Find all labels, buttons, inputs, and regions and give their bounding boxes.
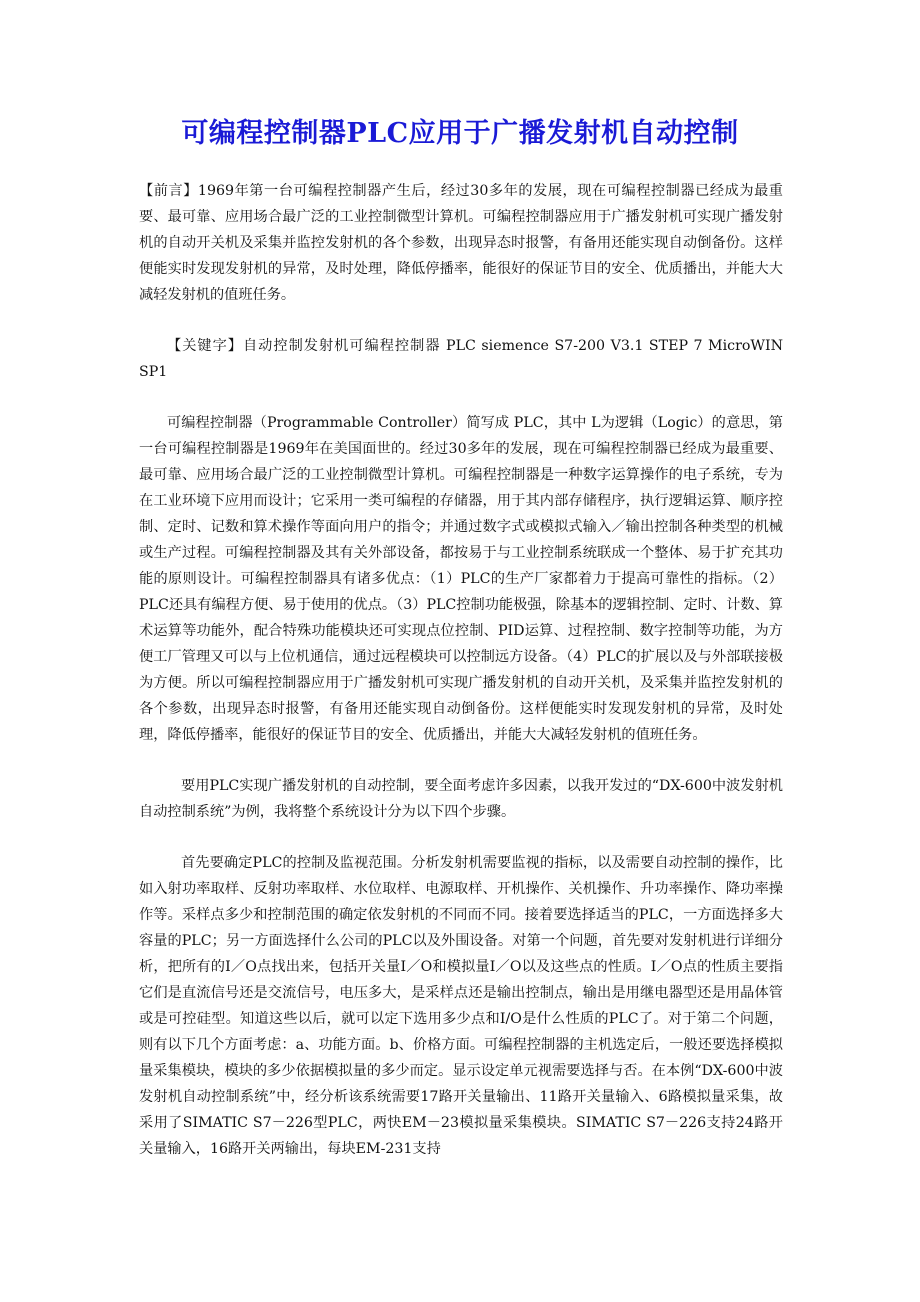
- steps-paragraph: 要用PLC实现广播发射机的自动控制，要全面考虑许多因素，以我开发过的“DX-600中波发射机自动控制系统”为例，我将整个系统设计分为以下四个步骤。: [139, 778, 783, 820]
- preface-paragraph: 【前言】1969年第一台可编程控制器产生后，经过30多年的发展，现在可编程控制器已经成为最重要、最可靠、应用场合最广泛的工业控制微型计算机。可编程控制器应用于广播发射机可实现广播发射机的自动开关机及采集并监控发射机的各个参数，出现异态时报警，有备用还能实现自动倒备份。这样便能实时发现发射机的异常，及时处理，降低停播率，能很好的保证节目的安全、优质播出，并能大大减轻发射机的值班任务。: [139, 183, 783, 303]
- intro-paragraph: 可编程控制器（Programmable Controller）简写成 PLC，其中 L为逻辑（Logic）的意思，第一台可编程控制器是1969年在美国面世的。经过30多年的发展，现在可编程控制器已经成为最重要、最可靠、应用场合最广泛的工业控制微型计算机。可编程控制器是一种数字运算操作的电子系统，专为在工业环境下应用而设计；它采用一类可编程的存储器，用于其内部存储程序，执行逻辑运算、顺序控制、定时、记数和算术操作等面向用户的指令；并通过数字式或模拟式输入／输出控制各种类型的机械或生产过程。可编程控制器及其有关外部设备，都按易于与工业控制系统联成一个整体、易于扩充其功能的原则设计。可编程控制器具有诸多优点：（1）PLC的生产厂家都着力于提高可靠性的指标。（2）PLC还具有编程方便、易于使用的优点。（3）PLC控制功能极强，除基本的逻辑控制、定时、计数、算术运算等功能外，配合特殊功能模块还可实现点位控制、PID运算、过程控制、数字控制等功能，为方便工厂管理又可以与上位机通信，通过远程模块可以控制远方设备。（4）PLC的扩展以及与外部联接极为方便。所以可编程控制器应用于广播发射机可实现广播发射机的自动开关机，及采集并监控发射机的各个参数，出现异态时报警，有备用还能实现自动倒备份。这样便能实时发现发射机的异常，及时处理，降低停播率，能很好的保证节目的安全、优质播出，并能大大减轻发射机的值班任务。: [139, 415, 783, 743]
- keywords-paragraph: 【关键字】自动控制发射机可编程控制器 PLC siemence S7-200 V3.1 STEP 7 MicroWIN SP1: [139, 338, 783, 380]
- document-title: 可编程控制器PLC应用于广播发射机自动控制: [181, 118, 739, 149]
- document-body: [139, 178, 783, 1162]
- first-step-paragraph: 首先要确定PLC的控制及监视范围。分析发射机需要监视的指标，以及需要自动控制的操作，比如入射功率取样、反射功率取样、水位取样、电源取样、开机操作、关机操作、升功率操作、降功率操作等。采样点多少和控制范围的确定依发射机的不同而不同。接着要选择适当的PLC，一方面选择多大容量的PLC；另一方面选择什么公司的PLC以及外围设备。对第一个问题，首先要对发射机进行详细分析，把所有的I／O点找出来，包括开关量I／O和模拟量I／O以及这些点的性质。I／O点的性质主要指它们是直流信号还是交流信号，电压多大，是采样点还是输出控制点，输出是用继电器型还是用晶体管或是可控硅型。知道这些以后，就可以定下选用多少点和I/O是什么性质的PLC了。对于第二个问题，则有以下几个方面考虑：a、功能方面。b、价格方面。可编程控制器的主机选定后，一般还要选择模拟量采集模块，模块的多少依据模拟量的多少而定。显示设定单元视需要选择与否。在本例“DX-600中波发射机自动控制系统”中，经分析该系统需要17路开关量输出、11路开关量输入、6路模拟量采集，故采用了SIMATIC S7－226型PLC，两快EM－23模拟量采集模块。SIMATIC S7－226支持24路开关量输入，16路开关两输出，每块EM-231支持: [139, 855, 783, 1157]
